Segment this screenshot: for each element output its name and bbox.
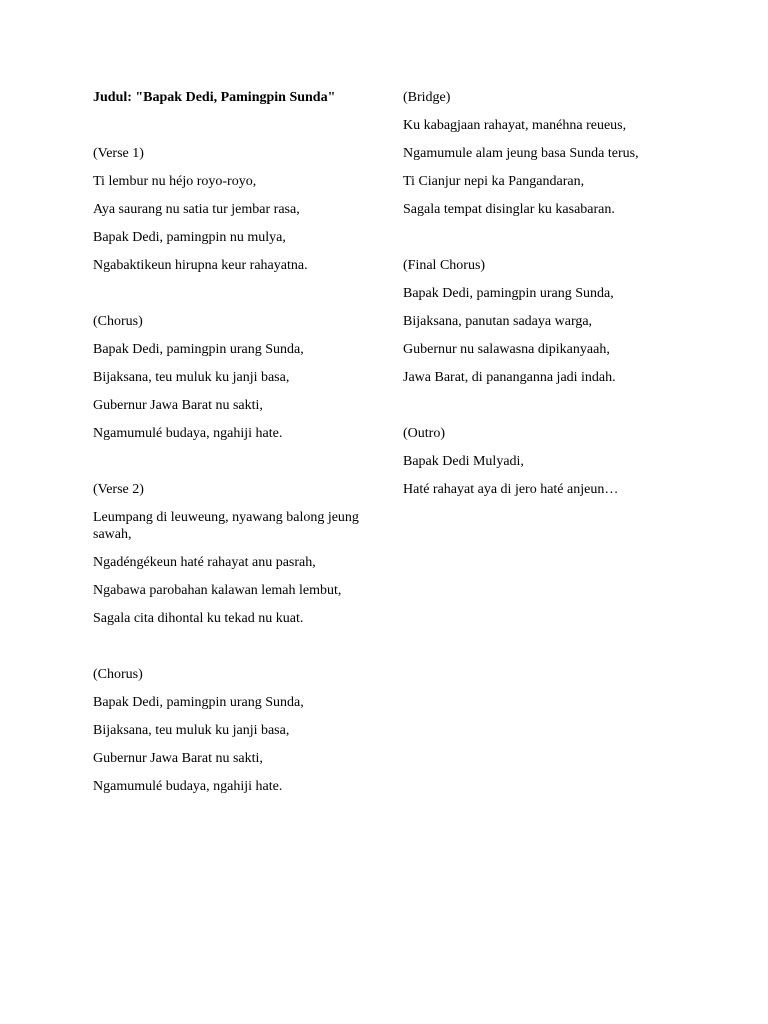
- lyric-line: Ti Cianjur nepi ka Pangandaran,: [403, 174, 585, 189]
- lyric-line: Bapak Dedi Mulyadi,: [403, 454, 524, 469]
- lyric-line: Ngadéngékeun haté rahayat anu pasrah,: [93, 555, 316, 570]
- lyric-line: Ti lembur nu héjo royo-royo,: [93, 174, 257, 189]
- lyric-line: Ngamumulé budaya, ngahiji hate.: [93, 426, 283, 441]
- lyric-line: Bijaksana, teu muluk ku janji basa,: [93, 370, 290, 385]
- lyric-line: Sagala tempat disinglar ku kasabaran.: [403, 202, 615, 217]
- lyric-line: Ku kabagjaan rahayat, manéhna reueus,: [403, 118, 627, 133]
- lyric-line: Sagala cita dihontal ku tekad nu kuat.: [93, 611, 304, 626]
- lyric-line: Bapak Dedi, pamingpin urang Sunda,: [93, 342, 304, 357]
- lyric-line: Ngamumule alam jeung basa Sunda terus,: [403, 146, 639, 161]
- chorus-1-heading: (Chorus): [93, 314, 143, 329]
- lyric-line: Haté rahayat aya di jero haté anjeun…: [403, 482, 619, 497]
- lyric-line: Ngabawa parobahan kalawan lemah lembut,: [93, 583, 342, 598]
- chorus-1-section: [93, 313, 361, 442]
- lyric-line: Bapak Dedi, pamingpin urang Sunda,: [403, 286, 614, 301]
- verse-1-heading: (Verse 1): [93, 146, 144, 161]
- lyric-line: Bapak Dedi, pamingpin urang Sunda,: [93, 695, 304, 710]
- verse-1-section: [93, 145, 361, 274]
- outro-section: [403, 425, 703, 498]
- lyric-line: Gubernur Jawa Barat nu sakti,: [93, 398, 263, 413]
- lyric-line: Ngamumulé budaya, ngahiji hate.: [93, 779, 283, 794]
- chorus-2-heading: (Chorus): [93, 667, 143, 682]
- document-title: Judul: "Bapak Dedi, Pamingpin Sunda": [93, 90, 336, 105]
- lyric-line: Leumpang di leuweung, nyawang balong jeung sawah,: [93, 510, 359, 542]
- lyric-line: Gubernur Jawa Barat nu sakti,: [93, 751, 263, 766]
- lyric-line: Jawa Barat, di pananganna jadi indah.: [403, 370, 616, 385]
- lyric-line: Gubernur nu salawasna dipikanyaah,: [403, 342, 610, 357]
- lyric-line: Bijaksana, teu muluk ku janji basa,: [93, 723, 290, 738]
- right-column: [403, 89, 703, 509]
- verse-2-section: [93, 481, 361, 627]
- final-chorus-heading: (Final Chorus): [403, 258, 486, 273]
- bridge-heading: (Bridge): [403, 90, 451, 105]
- left-column: [93, 89, 361, 806]
- chorus-2-section: [93, 666, 361, 795]
- lyric-line: Bapak Dedi, pamingpin nu mulya,: [93, 230, 286, 245]
- outro-heading: (Outro): [403, 426, 445, 441]
- bridge-section: [403, 89, 703, 218]
- verse-2-heading: (Verse 2): [93, 482, 144, 497]
- final-chorus-section: [403, 257, 703, 386]
- lyric-line: Ngabaktikeun hirupna keur rahayatna.: [93, 258, 308, 273]
- lyric-line: Bijaksana, panutan sadaya warga,: [403, 314, 593, 329]
- lyric-line: Aya saurang nu satia tur jembar rasa,: [93, 202, 300, 217]
